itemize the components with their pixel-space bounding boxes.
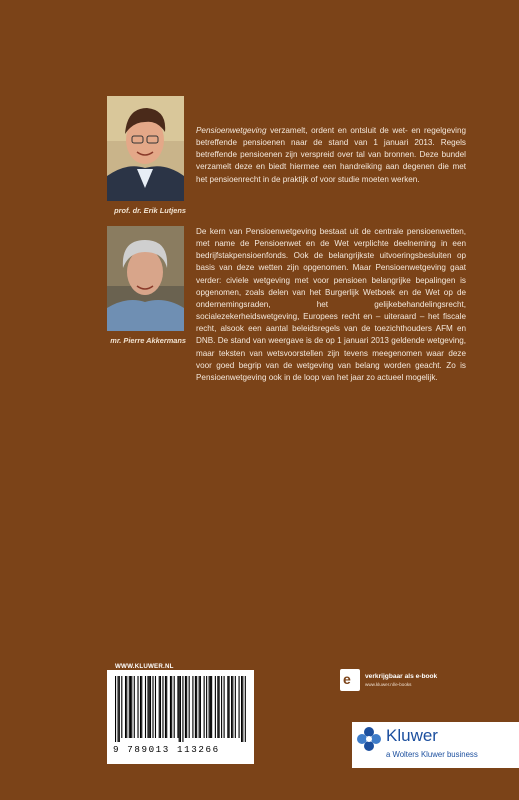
author-caption-2: mr. Pierre Akkermans: [110, 336, 186, 345]
author-caption-1: prof. dr. Erik Lutjens: [114, 206, 186, 215]
ebook-word: e-book: [415, 673, 438, 680]
portrait-image: [107, 226, 184, 331]
author-photo-lutjens: [107, 96, 184, 201]
ebook-prefix: verkrijgbaar als: [365, 673, 416, 680]
portrait-image: [107, 96, 184, 201]
publisher-tagline: a Wolters Kluwer business: [386, 750, 478, 759]
ebook-icon: e: [340, 669, 360, 691]
publisher-logo-block: [352, 722, 519, 768]
paragraph-1-text: verzamelt, ordent en ontsluit de wet- en regelgeving betreffende pensioenen naar de stand van 1 januari 2013. Regels betreffende pensioenen zijn verspreid over tal van bronnen. Deze bundel verzamelt deze en biedt hiermee een handreiking aan degenen die met het pensioenrecht in de praktijk of voor studie moeten werken.: [196, 126, 466, 184]
description-paragraph-2: De kern van Pensioenwetgeving bestaat uit de centrale pensioenwetten, met name de Pensioenwet en de Wet verplichte deelneming in een bedrijfstakpensioenfonds. Ook de belangrijkste uitvoeringsbesluiten op basis van deze wetten zijn opgenomen. Maar Pensioenwetgeving gaat verder: civiele wetgeving met voor pensioen belangrijke bepalingen is opgenomen, zoals delen van het Burgerlijk Wetboek en de Wet op de ondernemingsraden, het gelijkebehandelingsrecht, socialezekerheidswetgeving, Europees recht en – uiteraard – het fiscale recht, alsook een aantal beleidsregels van de toezichthouders AFM en DNB. De stand van weergave is de op 1 januari 2013 geldende wetgeving, maar teksten van wetsvoorstellen zijn tevens meegenomen waar deze voor goed begrip van de wetgeving van belang worden geacht. Zo is Pensioenwetgeving ook in de loop van het jaar zo actueel mogelijk.: [196, 227, 466, 382]
author-photo-akkermans: [107, 226, 184, 331]
ebook-availability: [365, 673, 437, 680]
isbn-barcode: [107, 670, 254, 764]
publisher-name: Kluwer: [386, 726, 438, 745]
book-title-inline: Pensioenwetgeving: [196, 126, 267, 135]
publisher-website: WWW.KLUWER.NL: [115, 663, 174, 670]
description-paragraph-1: [196, 125, 466, 186]
isbn-number: 9 789013 113266: [113, 744, 220, 755]
ebook-url: www.kluwer.nl/e-books: [365, 682, 412, 687]
barcode-bars: [115, 676, 246, 742]
kluwer-flower-icon: [356, 726, 382, 752]
